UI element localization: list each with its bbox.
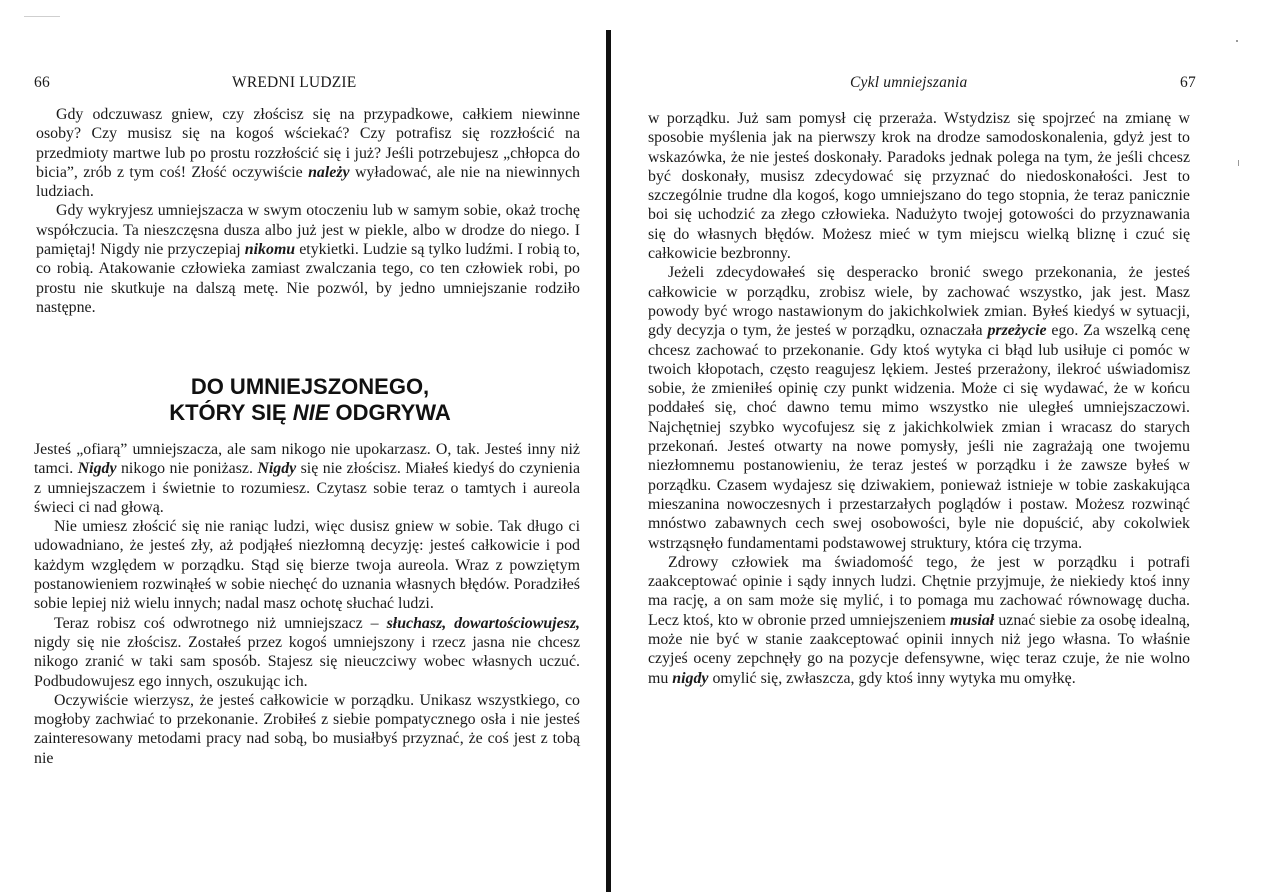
paragraph: [648, 263, 1190, 552]
paragraph-text: ego. Za wszelką cenę chcesz zachować to przekonanie. Gdy ktoś wytyka ci błąd lub usiłuje ci pomóc w twoich kłopotach, często reagujesz lękiem. Jesteś przerażony, ilekroć uświadomisz sobie, że zmieniłeś opinię czy punkt widzenia. Może ci się wydawać, że w końcu poddałeś się, choć dawno temu mimo wszystko nie uległeś umniejszaczowi. Najchętniej szybko wycofujesz się z jakichkolwiek zmian i wracasz do starych przekonań. Jesteś otwarty na nowe pomysły, jeśli nie zagrażają one twojemu niezłomnemu postanowieniu, że teraz jesteś w porządku i że zawsze byłeś w porządku. Czasem wydajesz się dziwakiem, ponieważ istnieje w tobie zaskakująca mieszanina nowoczesnych i przestarzałych poglądów i postaw. Możesz rozwinąć mnóstwo zabawnych cech swej osobowości, byle nie dopuścić, aby cokolwiek wstrząsnęło fundamentami podstawowej struktury, która cię trzyma.: [648, 322, 1190, 552]
heading-text: KTÓRY SIĘ: [169, 400, 293, 425]
emphasis: przeżycie: [987, 322, 1047, 340]
paragraph-text: omylić się, zwłaszcza, gdy ktoś inny wytyka mu omyłkę.: [708, 669, 1076, 687]
book-spine-divider: [606, 30, 611, 892]
paragraph-text: Zdrowy człowiek ma świadomość tego, że jest w porządku i potrafi zaakceptować opinie i sądy innych ludzi. Chętnie przyjmuje, że niekiedy ktoś inny ma rację, a on sam może się mylić, i to pomaga mu zachować równowagę ducha. Lecz ktoś, kto w obronie przed umniejszeniem: [648, 553, 1190, 629]
paragraph: w porządku. Już sam pomysł cię przeraża. Wstydzisz się spojrzeć na zmianę w sposobie myślenia jak na pierwszy krok na drodze samodoskonalenia, gdyż jest to wskazówka, że nie jesteś doskonały. Paradoks jednak polega na tym, że jeśli chcesz być doskonały, musisz zdecydować się przyznać do niedoskonałości. Jest to szczególnie trudne dla kogoś, kogo umniejszano do tego stopnia, że teraz panicznie boi się uchodzić za złego człowieka. Nadużyto twojej gotowości do przyznawania się do własnych błędów. Możesz mieć w tym miejscu wielką bliznę i czuć się całkowicie bezbronny.: [648, 110, 1190, 263]
heading-line: [40, 400, 580, 426]
paragraph-text: wyładować, ale nie na niewinnych ludziach.: [36, 163, 580, 201]
paragraph: [36, 201, 580, 317]
paragraph-text: etykietki. Ludzie są tylko ludźmi. I robią to, co robią. Atakowanie człowieka zamiast zwalczania tego, co ten człowiek robi, po prostu nie skutkuje na dalszą metę. Nie pozwól, by jedno umniejszanie rodziło następne.: [36, 241, 580, 316]
running-head-left: WREDNI LUDZIE: [232, 74, 357, 91]
paragraph-text: nigdy się nie złościsz. Zostałeś przez kogoś umniejszony i rzecz jasna nie chcesz nikogo zranić w taki sam sposób. Stajesz się nieuczciwy wobec własnych uczuć. Podbudowujesz ego innych, oszukując ich.: [34, 633, 580, 690]
paragraph: [648, 553, 1190, 688]
left-text-bottom: [34, 440, 580, 768]
paragraph-text: Gdy wykryjesz umniejszacza w swym otoczeniu lub w samym sobie, okaż trochę współczucia. Ta nieszczęsna dusza albo już jest w piekle, albo w drodze do niego. I pamiętaj! Nigdy nie przyczepiaj: [36, 202, 580, 259]
right-page: [612, 0, 1262, 894]
emphasis: Nigdy: [77, 460, 117, 478]
paragraph-text: Jeżeli zdecydowałeś się desperacko bronić swego przekonania, że jesteś całkowicie w porządku, zrobisz wiele, by zachować wszystko, jak jest. Masz powody być wrogo nastawionym do jakichkolwiek zmian. Byłeś kiedyś w sytuacji, gdy decyzja o tym, że jesteś w porządku, oznaczała: [648, 264, 1190, 340]
emphasis: nigdy: [672, 669, 709, 687]
paragraph-text: Gdy odczuwasz gniew, czy złościsz się na przypadkowe, całkiem niewinne osoby? Czy musisz się na kogoś wściekać? Czy potrafisz się rozzłościć na przedmioty martwe lub po prostu rozzłościć się i już? Jeśli potrzebujesz „chłopca do bicia”, zrób z tym coś! Złość oczywiście: [36, 106, 580, 181]
paragraph: [36, 105, 580, 201]
paragraph: [34, 614, 580, 691]
heading-line: DO UMNIEJSZONEGO,: [190, 374, 430, 399]
scan-speck: [1238, 160, 1239, 166]
paragraph-text: uznać siebie za osobę idealną, może nie być w stanie zaakceptować opinii innych niż jego własna. To właśnie czyjeś oceny zepchnęły go na pozycje defensywne, więc teraz czuje, że nie wolno mu: [648, 611, 1190, 687]
emphasis: musiał: [950, 611, 995, 629]
scan-speck: [1236, 40, 1238, 42]
heading-text: ODGRYWA: [329, 400, 451, 425]
emphasis: nikomu: [244, 241, 296, 259]
running-head-right: Cykl umniejszania: [850, 74, 968, 91]
paragraph: [34, 440, 580, 517]
left-text-top: [36, 105, 580, 317]
emphasis: słuchasz, dowartościowujesz,: [386, 614, 580, 632]
emphasis: należy: [308, 163, 350, 181]
paragraph-text: nikogo nie poniżasz.: [116, 460, 258, 478]
paragraph: Oczywiście wierzysz, że jesteś całkowicie w porządku. Unikasz wszystkiego, co mogłoby zachwiać to przekonanie. Zrobiłeś z siebie pompatycznego osła i nie jesteś zainteresowany metodami pracy nad sobą, bo musiałbyś przyznać, że coś jest z tobą nie: [34, 691, 580, 767]
paragraph-text: się nie złościsz. Miałeś kiedyś do czynienia z umniejszaczem i świetnie to rozumiesz. Czytasz sobie teraz o tamtych i aureola świeci ci nad głową.: [34, 460, 581, 516]
paragraph-text: Teraz robisz coś odwrotnego niż umniejszacz –: [54, 614, 387, 632]
paragraph: Nie umiesz złościć się nie raniąc ludzi, więc dusisz gniew w sobie. Tak długo ci udowadniano, że jesteś zły, aż podjąłeś niezłomną decyzję: jesteś całkowicie i pod każdym względem w porządku. Stąd się bierze twoja aureola. Wraz z powziętym postanowieniem rozwinąłeś w sobie niechęć do uznania własnych błędów. Poradziłeś sobie lepiej niż wielu innych; nadal masz ochotę słuchać ludzi.: [34, 518, 580, 613]
page-number-left: 66: [34, 74, 50, 91]
section-heading: [40, 374, 580, 426]
paragraph-text: Jesteś „ofiarą” umniejszacza, ale sam nikogo nie upokarzasz. O, tak. Jesteś inny niż tamci.: [34, 441, 580, 478]
right-text: [648, 109, 1190, 688]
heading-emphasis: NIE: [292, 400, 330, 425]
left-page: [0, 0, 608, 894]
emphasis: Nigdy: [257, 460, 297, 478]
page-number-right: 67: [1180, 74, 1196, 91]
